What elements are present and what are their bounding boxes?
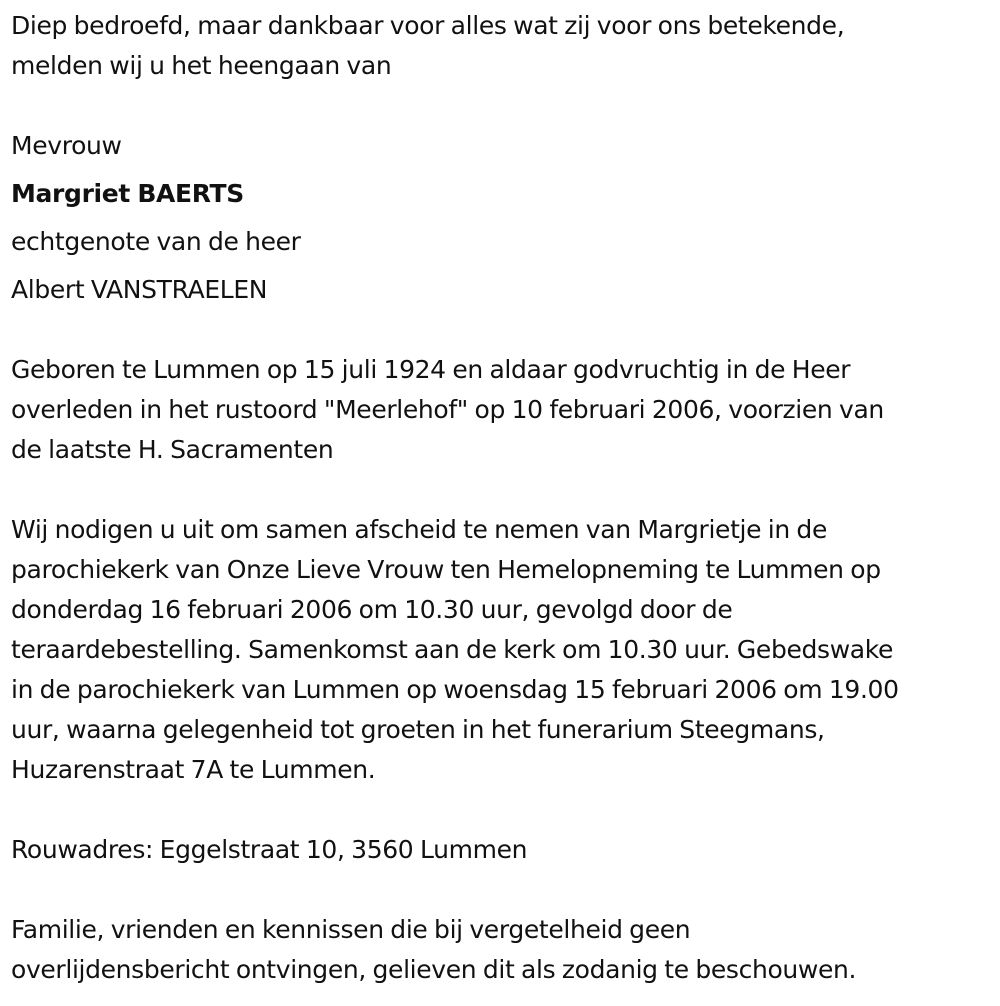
invitation-line-5: in de parochiekerk van Lummen op woensdag 15 februari 2006 om 19.00 (11, 675, 899, 704)
invitation-line-7: Huzarenstraat 7A te Lummen. (11, 755, 376, 784)
spouse-name: Albert VANSTRAELEN (11, 275, 268, 304)
honorific: Mevrouw (11, 131, 122, 160)
birth-death-line-2: overleden in het rustoord "Meerlehof" op 10 februari 2006, voorzien van (11, 395, 884, 424)
invitation-line-4: teraardebestelling. Samenkomst aan de kerk om 10.30 uur. Gebedswake (11, 635, 894, 664)
birth-death-line-3: de laatste H. Sacramenten (11, 435, 334, 464)
mourning-address: Rouwadres: Eggelstraat 10, 3560 Lummen (11, 835, 528, 864)
intro-line-2: melden wij u het heengaan van (11, 51, 392, 80)
birth-death-line-1: Geboren te Lummen op 15 juli 1924 en aldaar godvruchtig in de Heer (11, 355, 851, 384)
relation-text: echtgenote van de heer (11, 227, 301, 256)
closing-line-1: Familie, vrienden en kennissen die bij vergetelheid geen (11, 915, 691, 944)
invitation-line-2: parochiekerk van Onze Lieve Vrouw ten Hemelopneming te Lummen op (11, 555, 881, 584)
deceased-name: Margriet BAERTS (11, 179, 244, 208)
invitation-line-3: donderdag 16 februari 2006 om 10.30 uur, gevolgd door de (11, 595, 733, 624)
intro-line-1: Diep bedroefd, maar dankbaar voor alles wat zij voor ons betekende, (11, 11, 845, 40)
invitation-line-6: uur, waarna gelegenheid tot groeten in het funerarium Steegmans, (11, 715, 825, 744)
closing-line-2: overlijdensbericht ontvingen, gelieven dit als zodanig te beschouwen. (11, 955, 857, 984)
invitation-line-1: Wij nodigen u uit om samen afscheid te nemen van Margrietje in de (11, 515, 827, 544)
